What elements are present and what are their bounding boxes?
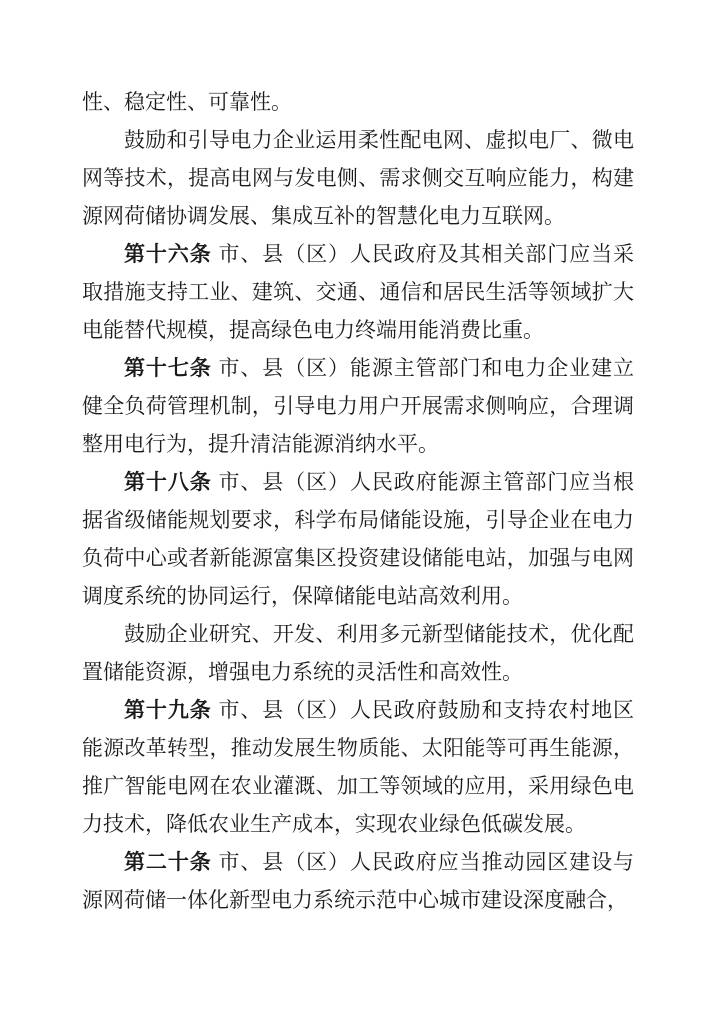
text-line: 取措施支持工业、建筑、交通、通信和居民生活等领域扩大	[82, 281, 634, 304]
article-number: 第十六条	[124, 243, 212, 266]
text-line: 整用电行为，提升清洁能源消纳水平。	[82, 433, 439, 456]
paragraph	[82, 350, 634, 464]
text-line: 电能替代规模，提高绿色电力终端用能消费比重。	[82, 319, 544, 342]
document-body	[82, 84, 634, 920]
text-line: 第十八条 市、县（区）人民政府能源主管部门应当根	[124, 471, 634, 494]
paragraph	[82, 122, 634, 236]
text-line: 调度系统的协同运行，保障储能电站高效利用。	[82, 585, 523, 608]
paragraph	[82, 692, 634, 844]
paragraph	[82, 464, 634, 616]
text-line: 据省级储能规划要求，科学布局储能设施，引导企业在电力	[82, 509, 634, 532]
text-line: 鼓励和引导电力企业运用柔性配电网、虚拟电厂、微电	[124, 129, 634, 152]
article-number: 第十八条	[124, 471, 212, 494]
article-number: 第二十条	[124, 851, 212, 874]
text-line: 源网荷储协调发展、集成互补的智慧化电力互联网。	[82, 205, 565, 228]
paragraph	[82, 844, 634, 920]
text-line: 第十六条 市、县（区）人民政府及其相关部门应当采	[124, 243, 634, 266]
text-line: 第十九条 市、县（区）人民政府鼓励和支持农村地区	[124, 699, 634, 722]
text-line: 第二十条 市、县（区）人民政府应当推动园区建设与	[124, 851, 634, 874]
text-line: 负荷中心或者新能源富集区投资建设储能电站，加强与电网	[82, 547, 634, 570]
article-number: 第十七条	[124, 357, 212, 380]
text-line: 源网荷储一体化新型电力系统示范中心城市建设深度融合，	[82, 889, 628, 912]
text-line: 第十七条 市、县（区）能源主管部门和电力企业建立	[124, 357, 634, 380]
article-number: 第十九条	[124, 699, 212, 722]
paragraph	[82, 616, 634, 692]
paragraph	[82, 84, 634, 122]
text-line: 性、稳定性、可靠性。	[82, 91, 292, 114]
paragraph	[82, 236, 634, 350]
text-line: 置储能资源，增强电力系统的灵活性和高效性。	[82, 661, 523, 684]
text-line: 鼓励企业研究、开发、利用多元新型储能技术，优化配	[124, 623, 634, 646]
text-line: 力技术，降低农业生产成本，实现农业绿色低碳发展。	[82, 813, 586, 836]
text-line: 健全负荷管理机制，引导电力用户开展需求侧响应，合理调	[82, 395, 634, 418]
text-line: 推广智能电网在农业灌溉、加工等领域的应用，采用绿色电	[82, 775, 634, 798]
text-line: 网等技术，提高电网与发电侧、需求侧交互响应能力，构建	[82, 167, 634, 190]
text-line: 能源改革转型，推动发展生物质能、太阳能等可再生能源，	[82, 737, 634, 760]
